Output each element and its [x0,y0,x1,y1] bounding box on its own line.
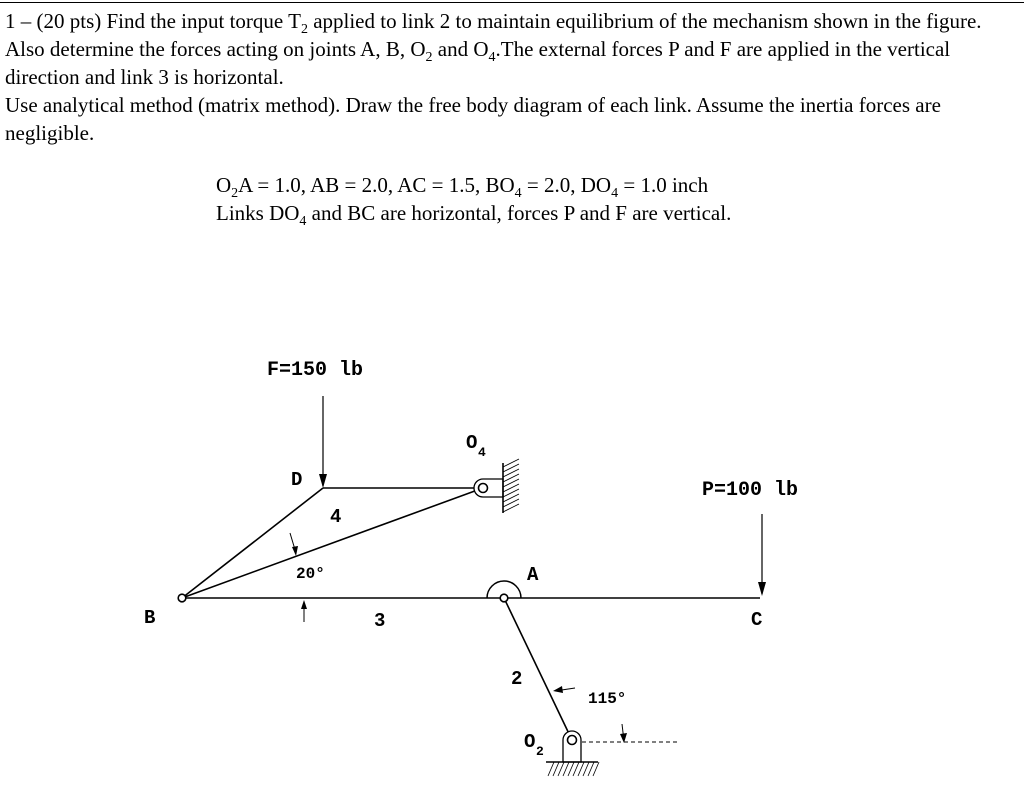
ground-o2 [546,731,599,776]
angle-20-arrowhead-lower [301,600,307,609]
joint-b [178,594,186,602]
angle-20-label: 20° [296,565,325,583]
problem-text: applied to link 2 to maintain equilibrium of the mechanism shown in the figure. Also determine the forces acting on joints A, B, O [5,9,982,61]
angle-20-arrowhead-upper [292,546,298,556]
label-c: C [751,609,763,631]
label-a: A [527,564,539,586]
given-text: = 2.0, DO [521,173,612,197]
label-link-3: 3 [374,610,386,632]
given-text: A = 1.0, AB = 2.0, AC = 1.5, BO [238,173,515,197]
subscript: 4 [299,214,307,230]
label-o4-subscript: 4 [478,445,486,460]
given-text: and BC are horizontal, forces P and F are vertical. [306,201,732,225]
subscript: 4 [488,50,496,66]
ground-o4 [474,459,519,513]
given-text: Links DO [216,201,300,225]
subscript: 4 [514,186,522,202]
problem-text: Find the input torque T [106,9,301,33]
subscript: 4 [611,186,619,202]
label-b: B [144,607,156,629]
label-o2-subscript: 2 [536,744,544,759]
link-4-bo4 [182,488,483,598]
label-o2: O [524,731,536,753]
given-text: = 1.0 inch [618,173,709,197]
label-d: D [291,469,303,491]
given-text: O [216,173,232,197]
problem-number: 1 – (20 pts) [5,9,102,33]
force-p-arrowhead [758,582,766,596]
problem-text: and O [432,37,489,61]
label-o4: O [466,432,478,454]
problem-text: .The external forces P and F are applied in the vertical direction and link 3 is horizontal. [5,37,951,89]
force-p-label: P=100 lb [702,479,799,502]
angle-115-arrowhead-upper [553,686,563,693]
subscript: 2 [231,186,239,202]
problem-paragraph-2: Use analytical method (matrix method). Draw the free body diagram of each link. Assume the inertia forces are negligible. [5,93,941,145]
force-f-label: F=150 lb [267,359,364,382]
label-link-4: 4 [330,506,342,528]
subscript: 2 [300,22,308,38]
subscript: 2 [425,50,433,66]
label-link-2: 2 [511,668,523,690]
angle-115-label: 115° [588,690,627,708]
force-f-arrowhead [319,474,327,488]
